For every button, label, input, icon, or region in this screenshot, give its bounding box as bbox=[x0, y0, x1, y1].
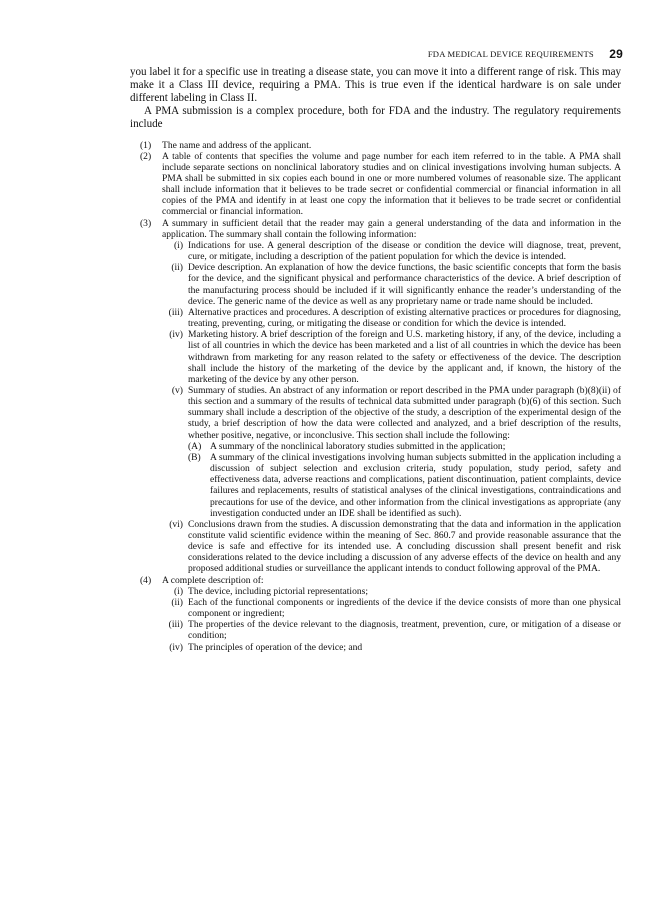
body-text bbox=[130, 66, 621, 653]
list-item-text: Summary of studies. An abstract of any information or report described in the PMA under paragraph (b)(8)(ii) of this section and a summary of the results of technical data submitted under paragraph (b)(6) of this section. Such summary shall include a description of the objective of the study, a description of the experimental design of the study, a brief description of how the data were collected and analyzed, and a brief description of the results, whether positive, negative, or inconclusive. This section shall include the following: bbox=[188, 384, 621, 441]
list-item-text: Alternative practices and procedures. A description of existing alternative practices or procedures for diagnosing, treating, preventing, curing, or mitigating the disease or condition for which the device is intended. bbox=[188, 306, 621, 330]
list-item-text: A summary in sufficient detail that the reader may gain a general understanding of the data and information in the application. The summary shall contain the following information: bbox=[162, 217, 621, 240]
list-item-number: (4) bbox=[140, 574, 152, 586]
list-subitem bbox=[160, 642, 621, 653]
list-subsubitem bbox=[188, 441, 621, 452]
list-subitem bbox=[160, 385, 621, 441]
list-subitem bbox=[160, 597, 621, 619]
list-item-text: A complete description of: bbox=[162, 574, 264, 586]
list-subitem bbox=[160, 586, 621, 597]
list-item-number: (iii) bbox=[168, 619, 183, 631]
list-item-number: (2) bbox=[140, 150, 152, 162]
list-item-text: A summary of the clinical investigations involving human subjects submitted in the application including a discussion of subject selection and exclusion criteria, study population, study period, safety and effectiveness data, adverse reactions and complications, patient discontinuation, patient complaints, device failures and replacements, results of statistical analyses of the clinical investigations, contraindications and precautions for use of the device, and other information from the clinical investigations as appropriate (any investigation conducted under an IDE shall be identified as such). bbox=[210, 451, 621, 519]
list-subitem bbox=[160, 329, 621, 385]
list-subitem bbox=[160, 307, 621, 329]
list-item-number: (iv) bbox=[169, 641, 183, 653]
page-number: 29 bbox=[609, 47, 623, 61]
list-item-number: (v) bbox=[171, 384, 183, 396]
list-item-number: (iv) bbox=[169, 329, 183, 341]
list-item bbox=[140, 575, 621, 586]
list-subitem bbox=[160, 262, 621, 307]
list-item-number: (i) bbox=[173, 239, 183, 251]
list-item-number: (iii) bbox=[168, 306, 183, 318]
list-subitem bbox=[160, 240, 621, 262]
list-item-text: Each of the functional components or ingredients of the device if the device consists of more than one physical component or ingredient; bbox=[188, 596, 621, 620]
list-subsubitem bbox=[188, 452, 621, 519]
list-item-text: Indications for use. A general description of the disease or condition the device will diagnose, treat, prevent, cure, or mitigate, including a description of the patient population for which the device is intended. bbox=[188, 239, 621, 263]
list-item-number: (A) bbox=[188, 440, 202, 452]
list-item-text: The principles of operation of the device; and bbox=[188, 641, 363, 653]
list-item-text: A table of contents that specifies the volume and page number for each item referred to in the table. A PMA shall include separate sections on nonclinical laboratory studies and on clinical investigations involving human subjects. A PMA shall be submitted in six copies each bound in one or more numbered volumes of reasonable size. The applicant shall include information that it believes to be trade secret or confidential commercial or financial information in all copies of the PMA and identify in at least one copy the information that it believes to be trade secret or confidential commercial or financial information. bbox=[162, 150, 621, 218]
running-title: FDA MEDICAL DEVICE REQUIREMENTS bbox=[427, 49, 594, 59]
list-item bbox=[140, 218, 621, 240]
list-item bbox=[140, 140, 621, 151]
running-header bbox=[428, 47, 623, 61]
list-item-number: (B) bbox=[188, 451, 201, 463]
body-paragraph: A PMA submission is a complex procedure, both for FDA and the industry. The regulatory requirements include bbox=[130, 104, 621, 130]
list-item-number: (3) bbox=[140, 217, 152, 229]
list-item-text: Conclusions drawn from the studies. A discussion demonstrating that the data and information in the application constitute valid scientific evidence within the meaning of Sec. 860.7 and provide reasonable assurance that the device is safe and effective for its intended use. A concluding discussion shall present benefit and risk considerations related to the device including a discussion of any adverse effects of the device on health and any proposed additional studies or surveillance the applicant intends to conduct following approval of the PMA. bbox=[188, 518, 621, 575]
list-item-text: Device description. An explanation of how the device functions, the basic scientific concepts that form the basis for the device, and the significant physical and performance characteristics of the device. A brief description of the manufacturing process should be included if it will significantly enhance the reader’s understanding of the device. The generic name of the device as well as any proprietary name or trade name should be included. bbox=[188, 262, 621, 307]
list-item-number: (ii) bbox=[171, 596, 183, 608]
list-item-number: (1) bbox=[140, 139, 152, 151]
list-item-text: A summary of the nonclinical laboratory studies submitted in the application; bbox=[210, 440, 506, 452]
list-item-number: (i) bbox=[173, 585, 183, 597]
body-paragraph: you label it for a specific use in treating a disease state, you can move it into a different range of risk. This may make it a Class III device, requiring a PMA. This is true even if the identical hardware is on sale under different labeling in Class II. bbox=[130, 66, 621, 104]
list-item-text: The name and address of the applicant. bbox=[162, 139, 312, 151]
list-item-number: (vi) bbox=[169, 518, 183, 530]
pma-requirements-list bbox=[140, 140, 621, 653]
list-item bbox=[140, 151, 621, 218]
list-subitem bbox=[160, 519, 621, 575]
list-item-text: The device, including pictorial representations; bbox=[188, 585, 369, 597]
list-item-text: Marketing history. A brief description of the foreign and U.S. marketing history, if any, of the device, including a list of all countries in which the device has been marketed and a list of all countries in which the device has been withdrawn from marketing for any reason related to the safety or effectiveness of the device. The description shall include the history of the marketing of the device by the applicant and, if known, the history of the marketing of the device by any other person. bbox=[188, 329, 621, 385]
list-item-text: The properties of the device relevant to the diagnosis, treatment, prevention, cure, or mitigation of a disease or condition; bbox=[188, 619, 621, 642]
list-subitem bbox=[160, 619, 621, 641]
list-item-number: (ii) bbox=[171, 262, 183, 274]
